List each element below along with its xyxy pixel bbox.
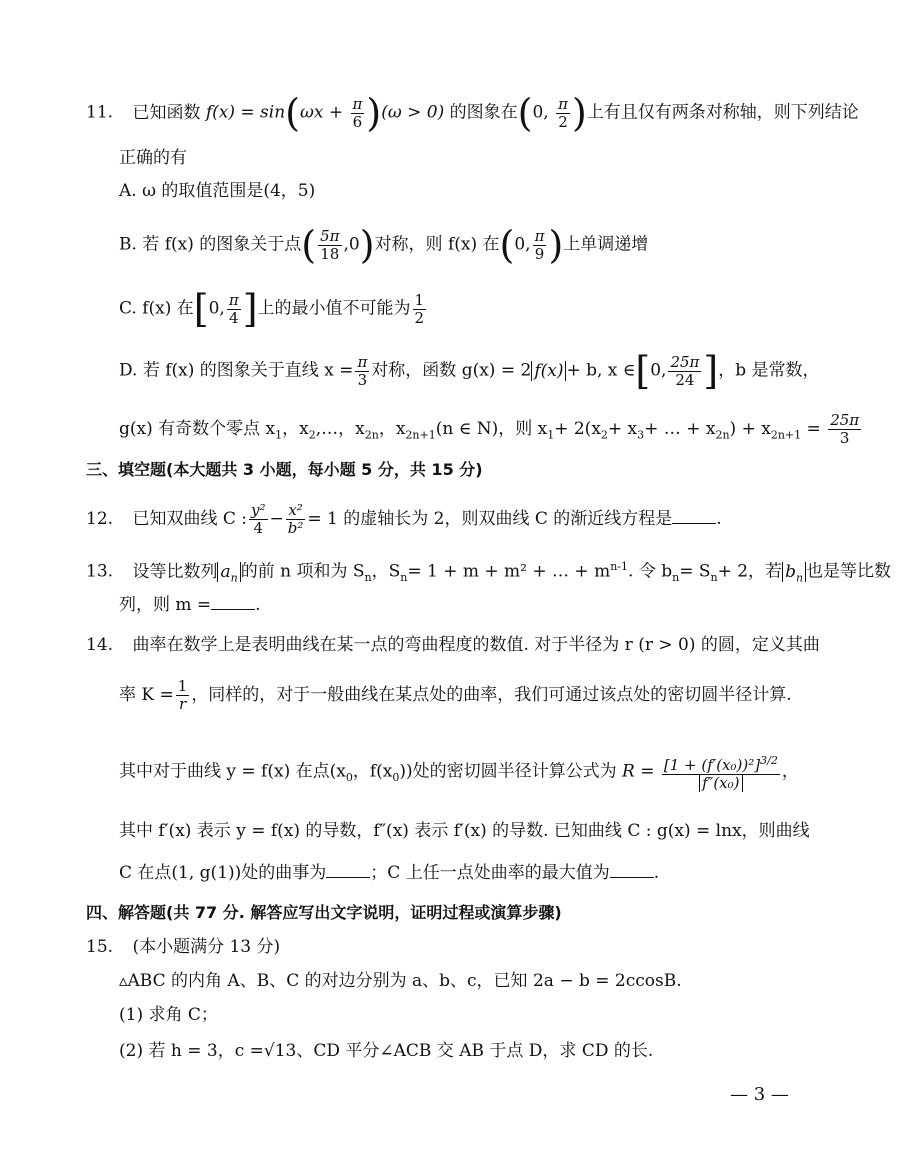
optc-pre: C. f(x) 在 xyxy=(119,298,194,319)
q11-mid: 的图象在 xyxy=(449,102,518,123)
q11-number: 11. xyxy=(86,102,114,123)
q14-line1: 14. 曲率在数学上是表明曲线在某一点的弯曲程度的数值. 对于半径为 r (r > 0) 的圆，定义其曲 xyxy=(86,635,820,655)
optb-post: 对称，则 f(x) 在 xyxy=(374,234,500,255)
optd-frac: $\frac{25\pi}{24}$ xyxy=(670,352,700,389)
q11-line1: 11. 已知函数 f(x) = sin(ωx + $\frac{\pi}{6}$ )(ω > 0) 的图象在(0, $\frac{\pi}{2}$ )上有且仅有两条对称轴，则下列结论 xyxy=(86,91,859,135)
optb-frac2: $\frac{\pi}{9}$ xyxy=(534,226,545,263)
q11-line2: 正确的有 xyxy=(119,148,187,168)
q12-number: 12. xyxy=(86,509,114,529)
page-number: — 3 — xyxy=(730,1084,789,1105)
optd-zero: 0, xyxy=(650,360,667,381)
q11-fx: f(x) = sin xyxy=(205,102,286,123)
q12-frac2: $\frac{\text{x²}}{\text{b²}}$ xyxy=(287,501,304,537)
section-4-heading: 四、解答题(共 77 分. 解答应写出文字说明，证明过程或演算步骤) xyxy=(86,903,562,922)
q11-option-d-line2: g(x) 有奇数个零点 $x_1$，$x_2,\dots$，$x_{2n}$，$x_{2n+1}(n$ ∈ N)，则 $x_1+ 2(x_2+ x_3+$ … + $x_{2n}) + x_{2n+1}$ = $\frac{25\pi}{3}$ xyxy=(119,411,860,447)
q12-pre: 已知双曲线 C : xyxy=(132,509,247,529)
q14-answer-blank-2[interactable] xyxy=(610,863,654,878)
section-3-heading: 三、填空题(本大题共 3 小题，每小题 5 分，共 15 分) xyxy=(86,460,483,479)
q11-option-a: A. ω 的取值范围是(4，5) xyxy=(119,181,316,201)
q11-tail: 上有且仅有两条对称轴，则下列结论 xyxy=(586,102,859,123)
optd-pre: D. 若 f(x) 的图象关于直线 x = xyxy=(119,360,354,381)
q15-part2: (2) 若 h = 3，c =√13、CD 平分∠ACB 交 AB 于点 D，求 CD 的长. xyxy=(119,1041,654,1061)
q15-number: 15. xyxy=(86,937,114,957)
q14-line4: 其中 f′(x) 表示 y = f(x) 的导数，f″(x) 表示 f′(x) 的导数. 已知曲线 C : g(x) = lnx，则曲线 xyxy=(119,821,810,841)
q11-pi-over-2: $\frac{\pi}{2}$ xyxy=(558,94,568,131)
optc-mid: 上的最小值不可能为 xyxy=(257,298,411,319)
optd-answer-frac: $\frac{25\pi}{3}$ xyxy=(830,411,860,447)
q14-line2: 率 K = $\frac{1}{r}$ ，同样的，对于一般曲线在某点处的曲率，我们可通过该点处的密切圆半径计算. xyxy=(119,677,792,713)
q12-minus: − xyxy=(269,509,284,529)
optb-mid: ,0 xyxy=(343,234,360,255)
q15-part1: (1) 求角 C； xyxy=(119,1005,218,1025)
optc-half: $\frac{1}{2}$ xyxy=(414,290,425,327)
optc-frac: $\frac{\pi}{4}$ xyxy=(228,290,239,327)
q15-line1: ▵ABC 的内角 A、B、C 的对边分别为 a、b、c，已知 2a − b = 2ccosB. xyxy=(119,971,682,991)
optb-end: 上单调递增 xyxy=(563,234,649,255)
q13-line2: 列，则 m = . xyxy=(119,595,261,615)
q14-line3: 其中对于曲线 y = f(x) 在点($x_0$，$f(x_0)$)处的密切圆半径计算公式为 R = $\frac{[1 + (f'(x_0))^2]^{3/2}}{\text{f″(x₀)}}$ ， xyxy=(119,754,799,792)
q11-option-b: B. 若 f(x) 的图象关于点( $\frac{5\pi}{18}$ ,0)对称，则 f(x) 在(0, $\frac{\pi}{9}$ )上单调递增 xyxy=(119,223,649,267)
q14-radius-formula: $\frac{[1 + (f'(x_0))^2]^{3/2}}{\text{f″(x₀)}}$ xyxy=(663,754,778,792)
q15-head: 15. (本小题满分 13 分) xyxy=(86,937,281,957)
q11-option-d: D. 若 f(x) 的图象关于直线 x = $\frac{\pi}{3}$ 对称，函数 g(x) = 2 f(x) + b, x ∈[0, $\frac{25\pi}{24}$ ]，b 是常数， xyxy=(119,349,820,393)
q13-answer-blank[interactable] xyxy=(211,595,255,610)
optd-mid: 对称，函数 g(x) = 2 xyxy=(371,360,532,381)
optb-frac: $\frac{5\pi}{18}$ xyxy=(320,226,340,263)
optd-b: + b, x ∈ xyxy=(566,360,636,381)
q14-frac-1-over-r: $\frac{1}{r}$ xyxy=(177,677,188,713)
q12-line: 12. 已知双曲线 C : $\frac{\text{y²}}{4}$ − $\frac{\text{x²}}{\text{b²}}$ = 1 的虚轴长为 2，则双曲线 C 的渐近线方程是 . xyxy=(86,501,722,537)
q14-answer-blank-1[interactable] xyxy=(326,863,370,878)
q11-intro: 已知函数 xyxy=(132,102,201,123)
q11-zero: 0, xyxy=(532,102,549,123)
q11-pi-over-6: $\frac{\pi}{6}$ xyxy=(352,94,363,131)
q11-omega: ωx + xyxy=(300,102,344,123)
optb-zero: 0, xyxy=(514,234,531,255)
q14-line5: C 在点(1, g(1))处的曲事为 ；C 上任一点处曲率的最大值为 . xyxy=(119,863,660,883)
q11-option-c: C. f(x) 在[0, $\frac{\pi}{4}$ ]上的最小值不可能为 $\frac{1}{2}$ xyxy=(119,287,425,331)
q12-post: = 1 的虚轴长为 2，则双曲线 C 的渐近线方程是 xyxy=(307,509,673,529)
q13-line1: 13. 设等比数列 $a_n$ 的前 n 项和为 $S_n$，$S_n= 1 + m + m^2$ + … + $m^{n-1}$. 令 $b_n= S_n+ 2$，若 $b_n$ 也是等比数 xyxy=(86,560,892,585)
optd-abs: f(x) xyxy=(531,361,566,381)
q13-number: 13. xyxy=(86,561,114,582)
optc-zero: 0, xyxy=(208,298,225,319)
q12-answer-blank[interactable] xyxy=(672,509,716,524)
optd-end: ，b 是常数， xyxy=(718,360,820,381)
q14-number: 14. xyxy=(86,635,114,655)
q11-condition: (ω > 0) xyxy=(381,102,445,123)
q12-frac1: $\frac{\text{y²}}{4}$ xyxy=(251,501,266,537)
optb-pre: B. 若 f(x) 的图象关于点 xyxy=(119,234,302,255)
optd-pi3: $\frac{\pi}{3}$ xyxy=(357,352,368,389)
